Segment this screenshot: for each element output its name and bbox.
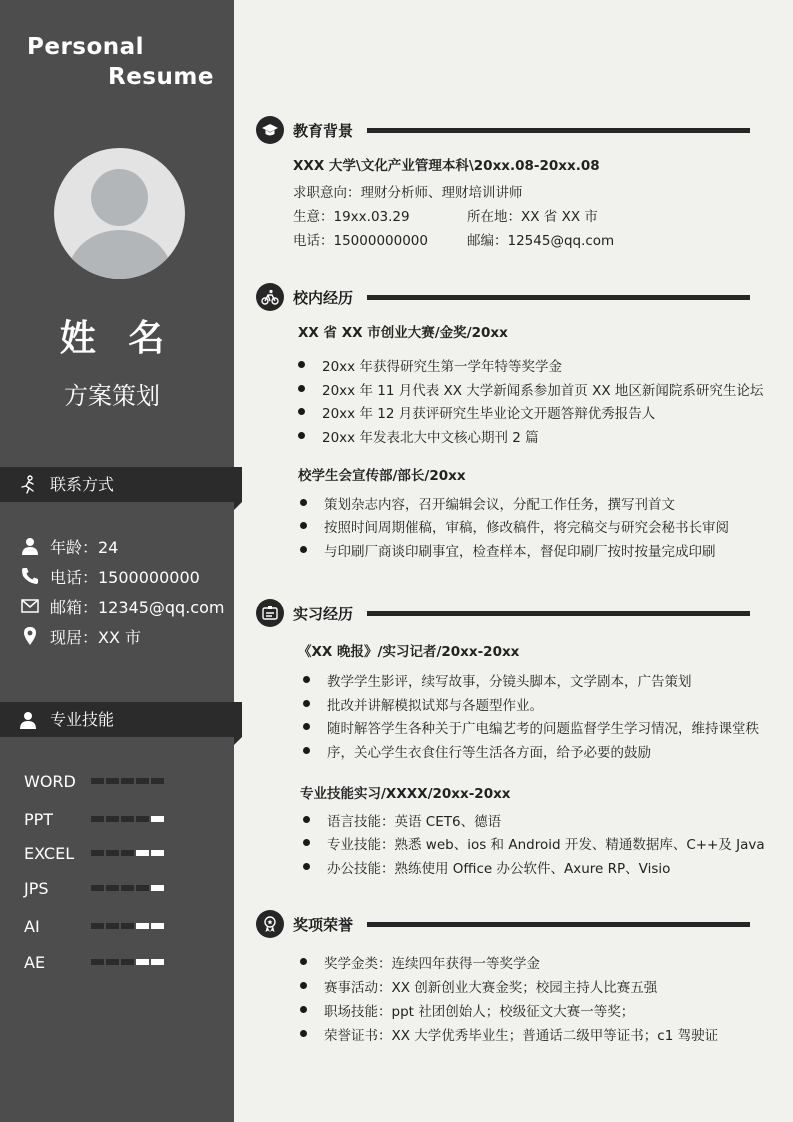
skill-segment-filled [106,816,119,822]
skill-segment-empty [151,959,164,965]
award-medal-icon [256,910,284,938]
contact-phone-text: 电话：1500000000 [50,567,200,587]
contact-phone [20,565,200,587]
campus-group2-title: 校学生会宣传部/部长/20xx [298,468,466,484]
internship-section-header [256,599,750,629]
education-location: 所在地：XX 省 XX 市 [467,209,598,225]
section-divider [367,295,750,300]
contact-banner-title: 联系方式 [50,475,115,494]
education-phone: 电话：15000000000 [293,233,428,249]
skill-level-bar [91,850,166,856]
skill-name: JPS [24,879,49,898]
list-item: 20xx 年 11 月代表 XX 大学新闻系参加首页 XX 地区新闻院系研究生论坛 [322,379,763,399]
skill-row [24,844,184,864]
skill-segment-empty [151,850,164,856]
skill-segment-filled [121,850,134,856]
contact-location-text: 现居：XX 市 [50,627,142,647]
skill-name: PPT [24,810,54,829]
skill-segment-filled [91,816,104,822]
list-item: 专业技能：熟悉 web、ios 和 Android 开发、精通数据库、C++及 Java [327,833,765,853]
contact-email-text: 邮箱：12345@qq.com [50,597,225,617]
skill-segment-empty [151,816,164,822]
resume-title-line2: Resume [108,64,214,90]
skill-segment-filled [91,850,104,856]
skill-row [24,879,184,899]
education-intent: 求职意向：理财分析师、理财培训讲师 [293,185,523,201]
user-icon [20,536,40,556]
skill-segment-filled [121,885,134,891]
location-pin-icon [20,626,40,646]
skill-segment-filled [106,923,119,929]
skill-segment-filled [91,778,104,784]
education-section-header [256,116,750,146]
skill-segment-filled [106,778,119,784]
list-item: 教学学生影评，续写故事，分镜头脚本，文学剧本，广告策划 [327,670,692,690]
skill-level-bar [91,778,166,784]
graduation-cap-icon [256,116,284,144]
skill-segment-empty [136,923,149,929]
skill-level-bar [91,923,166,929]
skills-banner-title: 专业技能 [50,710,115,729]
internship-title: 实习经历 [293,605,354,623]
skill-level-bar [91,885,166,891]
list-item: 赛事活动：XX 创新创业大赛金奖；校园主持人比赛五强 [324,976,657,996]
list-item: 与印刷厂商谈印刷事宜，检查样本，督促印刷厂按时按量完成印刷 [324,540,716,560]
skill-row [24,917,184,937]
contact-banner [0,467,242,502]
sidebar [0,0,234,1122]
education-email: 邮编：12545@qq.com [467,233,615,249]
section-divider [367,128,750,133]
skill-name: WORD [24,772,76,791]
awards-section-header [256,910,750,940]
awards-title: 奖项荣誉 [293,916,354,934]
skill-name: EXCEL [24,844,75,863]
bicycle-icon [256,283,284,311]
skill-segment-filled [91,885,104,891]
skill-name: AE [24,953,46,972]
contact-location [20,625,141,647]
skill-segment-filled [91,959,104,965]
skill-row [24,953,184,973]
list-item: 按照时间周期催稿，审稿，修改稿件，将完稿交与研究会秘书长审阅 [324,516,729,536]
avatar [54,148,185,279]
list-item: 随时解答学生各种关于广电编艺考的问题监督学生学习情况，维持课堂秩 [327,717,759,737]
avatar-head-shape [91,169,148,226]
skill-segment-filled [121,816,134,822]
campus-section-header [256,283,750,313]
skill-segment-filled [121,959,134,965]
section-divider [367,922,750,927]
education-birth: 生意：19xx.03.29 [293,209,410,225]
skill-segment-filled [106,959,119,965]
skill-row [24,810,184,830]
candidate-name: 姓 名 [59,318,175,359]
skill-segment-filled [136,816,149,822]
skill-segment-empty [136,850,149,856]
skill-level-bar [91,959,166,965]
campus-title: 校内经历 [293,289,354,307]
id-card-icon [256,599,284,627]
skill-segment-filled [106,885,119,891]
skill-row [24,772,184,792]
skill-segment-filled [136,778,149,784]
mail-icon [20,596,40,616]
internship-group1-title: 《XX 晚报》/实习记者/20xx-20xx [298,644,520,660]
skill-segment-filled [91,923,104,929]
list-item: 策划杂志内容，召开编辑会议，分配工作任务，撰写刊首文 [324,493,675,513]
skill-segment-filled [121,923,134,929]
skill-segment-filled [151,778,164,784]
contact-email [20,595,224,617]
skill-segment-filled [136,885,149,891]
skill-name: AI [24,917,40,936]
candidate-role: 方案策划 [64,382,160,410]
list-item: 办公技能：熟练使用 Office 办公软件、Axure RP、Visio [327,857,670,877]
campus-group1-title: XX 省 XX 市创业大赛/金奖/20xx [298,325,508,341]
contact-age-text: 年龄：24 [50,537,119,557]
avatar-body-shape [68,230,172,279]
contact-age [20,535,118,557]
list-item: 批改并讲解模拟试郑与各题型作业。 [327,694,543,714]
phone-icon [20,566,40,586]
skill-segment-empty [151,885,164,891]
list-item: 20xx 年获得研究生第一学年特等奖学金 [322,355,562,375]
section-divider [367,611,750,616]
skill-segment-empty [151,923,164,929]
skill-segment-filled [106,850,119,856]
skill-segment-empty [136,959,149,965]
list-item: 20xx 年发表北大中文核心期刊 2 篇 [322,426,539,446]
list-item: 奖学金类：连续四年获得一等奖学金 [324,952,540,972]
skill-segment-filled [121,778,134,784]
list-item: 20xx 年 12 月获评研究生毕业论文开题答辩优秀报告人 [322,402,655,422]
user-icon [18,710,38,730]
internship-group2-title: 专业技能实习/XXXX/20xx-20xx [300,786,511,802]
list-item: 序，关心学生衣食住行等生活各方面，给予必要的鼓励 [327,741,651,761]
resume-title-line1: Personal [27,34,145,60]
list-item: 荣誉证书：XX 大学优秀毕业生；普通话二级甲等证书；c1 驾驶证 [324,1024,718,1044]
education-school: XXX 大学\文化产业管理本科\20xx.08-20xx.08 [293,158,600,174]
education-title: 教育背景 [293,122,354,140]
skills-banner [0,702,242,737]
skill-level-bar [91,816,166,822]
list-item: 语言技能：英语 CET6、德语 [327,810,501,830]
runner-icon [18,475,38,495]
list-item: 职场技能：ppt 社团创始人；校级征文大赛一等奖； [324,1000,634,1020]
